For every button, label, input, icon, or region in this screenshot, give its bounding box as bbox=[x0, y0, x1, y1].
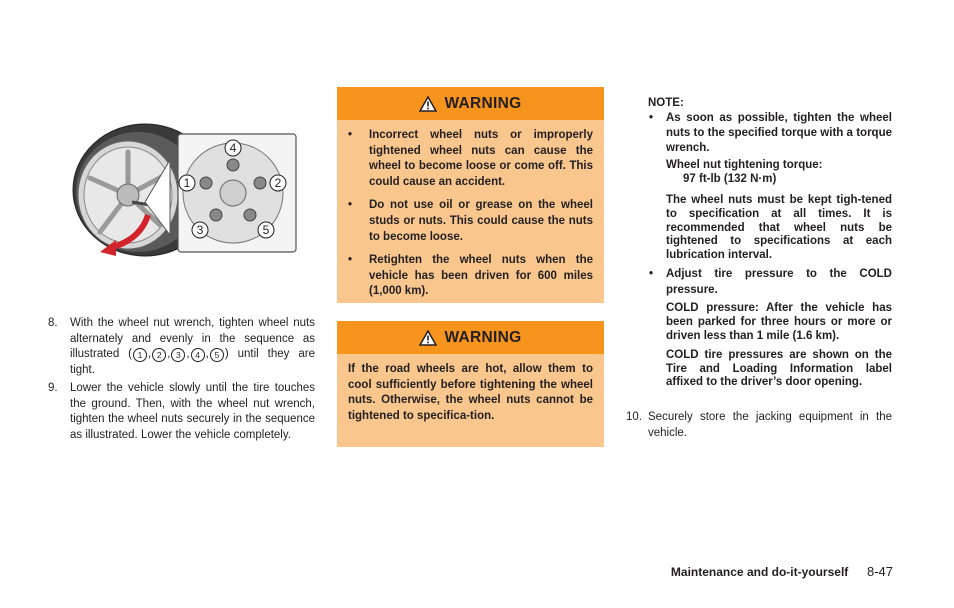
sequence-marker: 2 bbox=[152, 348, 166, 362]
torque-label: Wheel nut tightening torque: bbox=[666, 159, 823, 172]
warning-title: WARNING bbox=[444, 328, 522, 346]
note-paragraph: The wheel nuts must be kept tigh-tened to specification at all times. It is recommended that wheel nuts be tightened to specifications at each lubrication interval. bbox=[666, 194, 892, 261]
svg-text:5: 5 bbox=[262, 223, 270, 237]
warning-title: WARNING bbox=[444, 94, 522, 112]
wheel-lug-nut-sequence-illustration bbox=[70, 120, 300, 260]
svg-text:2: 2 bbox=[274, 176, 282, 190]
svg-text:1: 1 bbox=[183, 176, 191, 190]
note-paragraph: COLD pressure: After the vehicle has been parked for three hours or more or driven less than 1 mile (1.6 km). bbox=[666, 302, 892, 342]
step-8: 8. With the wheel nut wrench, tighten wheel nuts alternately and evenly in the sequence as illustrated ( 1 , 2 , 3 , 4 , 5 ) until they are tight. bbox=[48, 317, 315, 376]
section-title: Maintenance and do-it-yourself bbox=[670, 565, 849, 579]
warning-box bbox=[337, 321, 604, 447]
step-number: 8. bbox=[48, 317, 58, 329]
sequence-marker: 5 bbox=[210, 348, 224, 362]
note-paragraph: COLD tire pressures are shown on the Tire and Loading Information label affixed to the driver’s door opening. bbox=[666, 349, 892, 389]
step-10 bbox=[626, 410, 892, 441]
step-text: ) until they are tight. bbox=[70, 348, 315, 376]
step-number: 10. bbox=[626, 411, 642, 423]
warning-list bbox=[337, 120, 604, 312]
torque-value: 97 ft-lb (132 N·m) bbox=[683, 172, 777, 185]
note-bullet: • As soon as possible, tighten the wheel nuts to the specified torque with a torque wrench. bbox=[648, 111, 892, 157]
step-text: Lower the vehicle slowly until the tire touches the ground. Then, with the wheel nut wrench, tighten the wheel nuts securely in the sequence as illustrated. Lower the vehicle completely. bbox=[70, 382, 315, 441]
warning-triangle-icon bbox=[419, 330, 437, 346]
step-text: With the wheel nut wrench, tighten wheel nuts alternately and evenly in the sequence as illustrated ( bbox=[70, 317, 315, 361]
warning-item: • Do not use oil or grease on the wheel studs or nuts. This could cause the nuts to become loose. bbox=[348, 198, 593, 245]
warning-item: • Retighten the wheel nuts when the vehicle has been driven for 600 miles (1,000 km). bbox=[348, 253, 593, 300]
note-section bbox=[648, 97, 892, 390]
note-bullet: • Adjust tire pressure to the COLD pressure. bbox=[648, 267, 892, 298]
warning-header bbox=[337, 87, 604, 120]
sequence-marker: 4 bbox=[191, 348, 205, 362]
page-footer bbox=[671, 564, 893, 579]
warning-header bbox=[337, 321, 604, 354]
svg-text:4: 4 bbox=[229, 141, 237, 155]
warning-box bbox=[337, 87, 604, 303]
page-number: 8-47 bbox=[866, 564, 893, 579]
sequence-marker: 1 bbox=[133, 348, 147, 362]
sequence-marker: 3 bbox=[171, 348, 185, 362]
note-heading: NOTE: bbox=[648, 97, 684, 109]
svg-text:3: 3 bbox=[196, 223, 204, 237]
step-9 bbox=[48, 381, 315, 443]
step-number: 9. bbox=[48, 382, 58, 394]
warning-item: • Incorrect wheel nuts or improperly tightened wheel nuts can cause the wheel to become loose or come off. This could cause an accident. bbox=[348, 128, 593, 190]
warning-text: If the road wheels are hot, allow them to cool sufficiently before tightening the wheel nuts. Otherwise, the wheel nuts cannot be tightened to specifica-tion. bbox=[348, 363, 593, 422]
warning-triangle-icon bbox=[419, 96, 437, 112]
step-text: Securely store the jacking equipment in the vehicle. bbox=[648, 411, 892, 439]
